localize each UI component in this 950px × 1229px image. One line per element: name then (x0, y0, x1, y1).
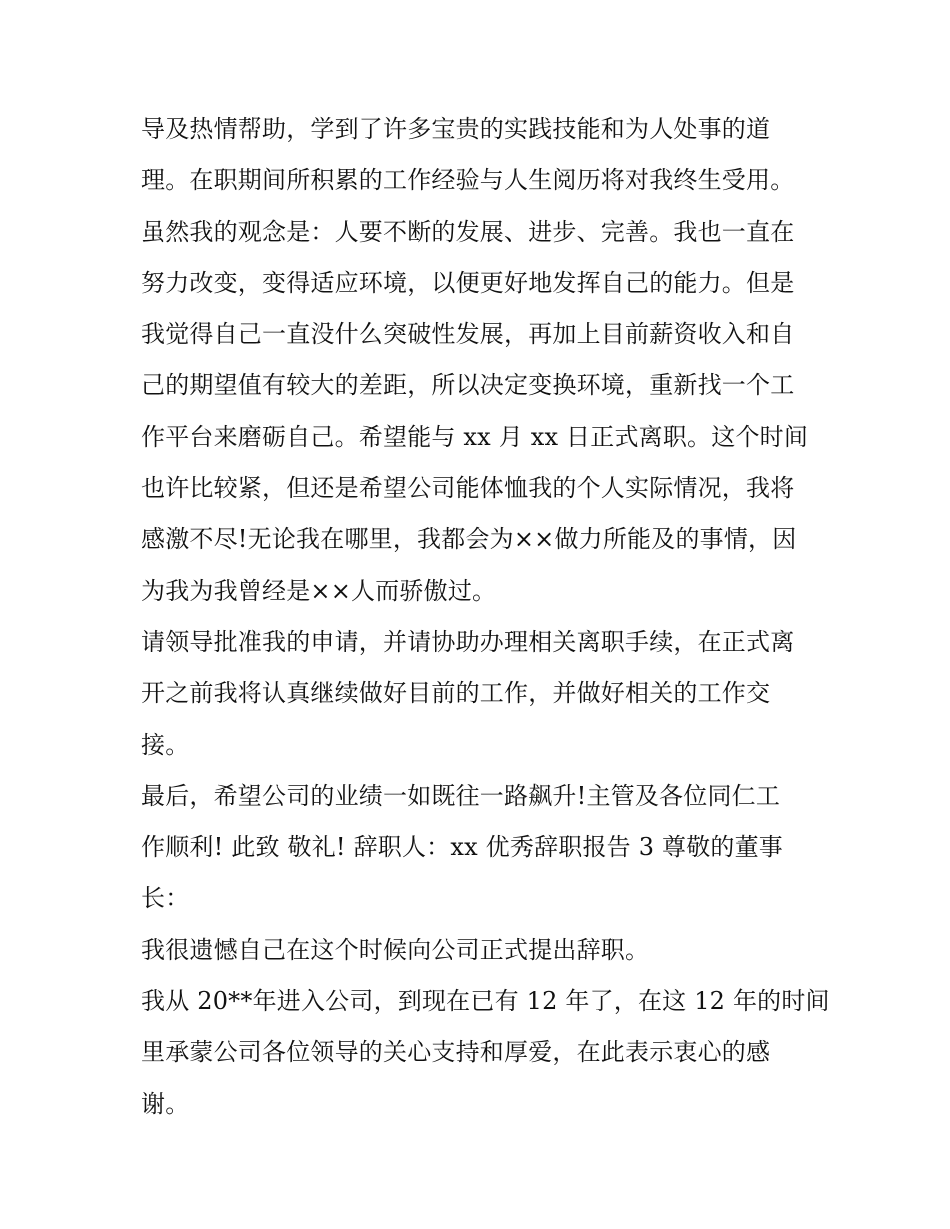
text-line: 开之前我将认真继续做好目前的工作，并做好相关的工作交 (141, 679, 771, 708)
text-line: 长： (141, 884, 190, 913)
text-line: 导及热情帮助，学到了许多宝贵的实践技能和为人处事的道 (141, 115, 771, 143)
text-line: 也许比较紧，但还是希望公司能体恤我的个人实际情况，我将 (141, 474, 795, 503)
text-line: 我觉得自己一直没什么突破性发展，再加上目前薪资收入和自 (141, 320, 795, 349)
text-line: 理。在职期间所积累的工作经验与人生阅历将对我终生受用。 (141, 166, 795, 195)
text-line: 谢。 (141, 1089, 190, 1118)
text-line: 请领导批准我的申请，并请协助办理相关离职手续，在正式离 (141, 627, 795, 656)
text-line: 作平台来磨砺自己。希望能与 xx 月 xx 日正式离职。这个时间 (141, 422, 809, 451)
text-line: 我很遗憾自己在这个时候向公司正式提出辞职。 (141, 935, 650, 964)
text-line: 虽然我的观念是：人要不断的发展、进步、完善。我也一直在 (141, 217, 795, 246)
text-line: 为我为我曾经是××人而骄傲过。 (141, 576, 497, 605)
text-line: 作顺利! 此致 敬礼! 辞职人：xx 优秀辞职报告 3 尊敬的董事 (141, 833, 784, 862)
text-line: 里承蒙公司各位领导的关心支持和厚爱，在此表示衷心的感 (141, 1038, 771, 1067)
text-line: 最后，希望公司的业绩一如既往一路飙升!主管及各位同仁工 (141, 781, 781, 810)
document-body (141, 104, 830, 1130)
text-line: 感激不尽!无论我在哪里，我都会为××做力所能及的事情，因 (141, 525, 797, 554)
text-line: 我从 20**年进入公司，到现在已有 12 年了，在这 12 年的时间 (141, 987, 830, 1016)
text-line: 接。 (141, 730, 190, 759)
text-line: 努力改变，变得适应环境，以便更好地发挥自己的能力。但是 (141, 268, 795, 297)
text-line: 己的期望值有较大的差距，所以决定变换环境，重新找一个工 (141, 371, 795, 400)
